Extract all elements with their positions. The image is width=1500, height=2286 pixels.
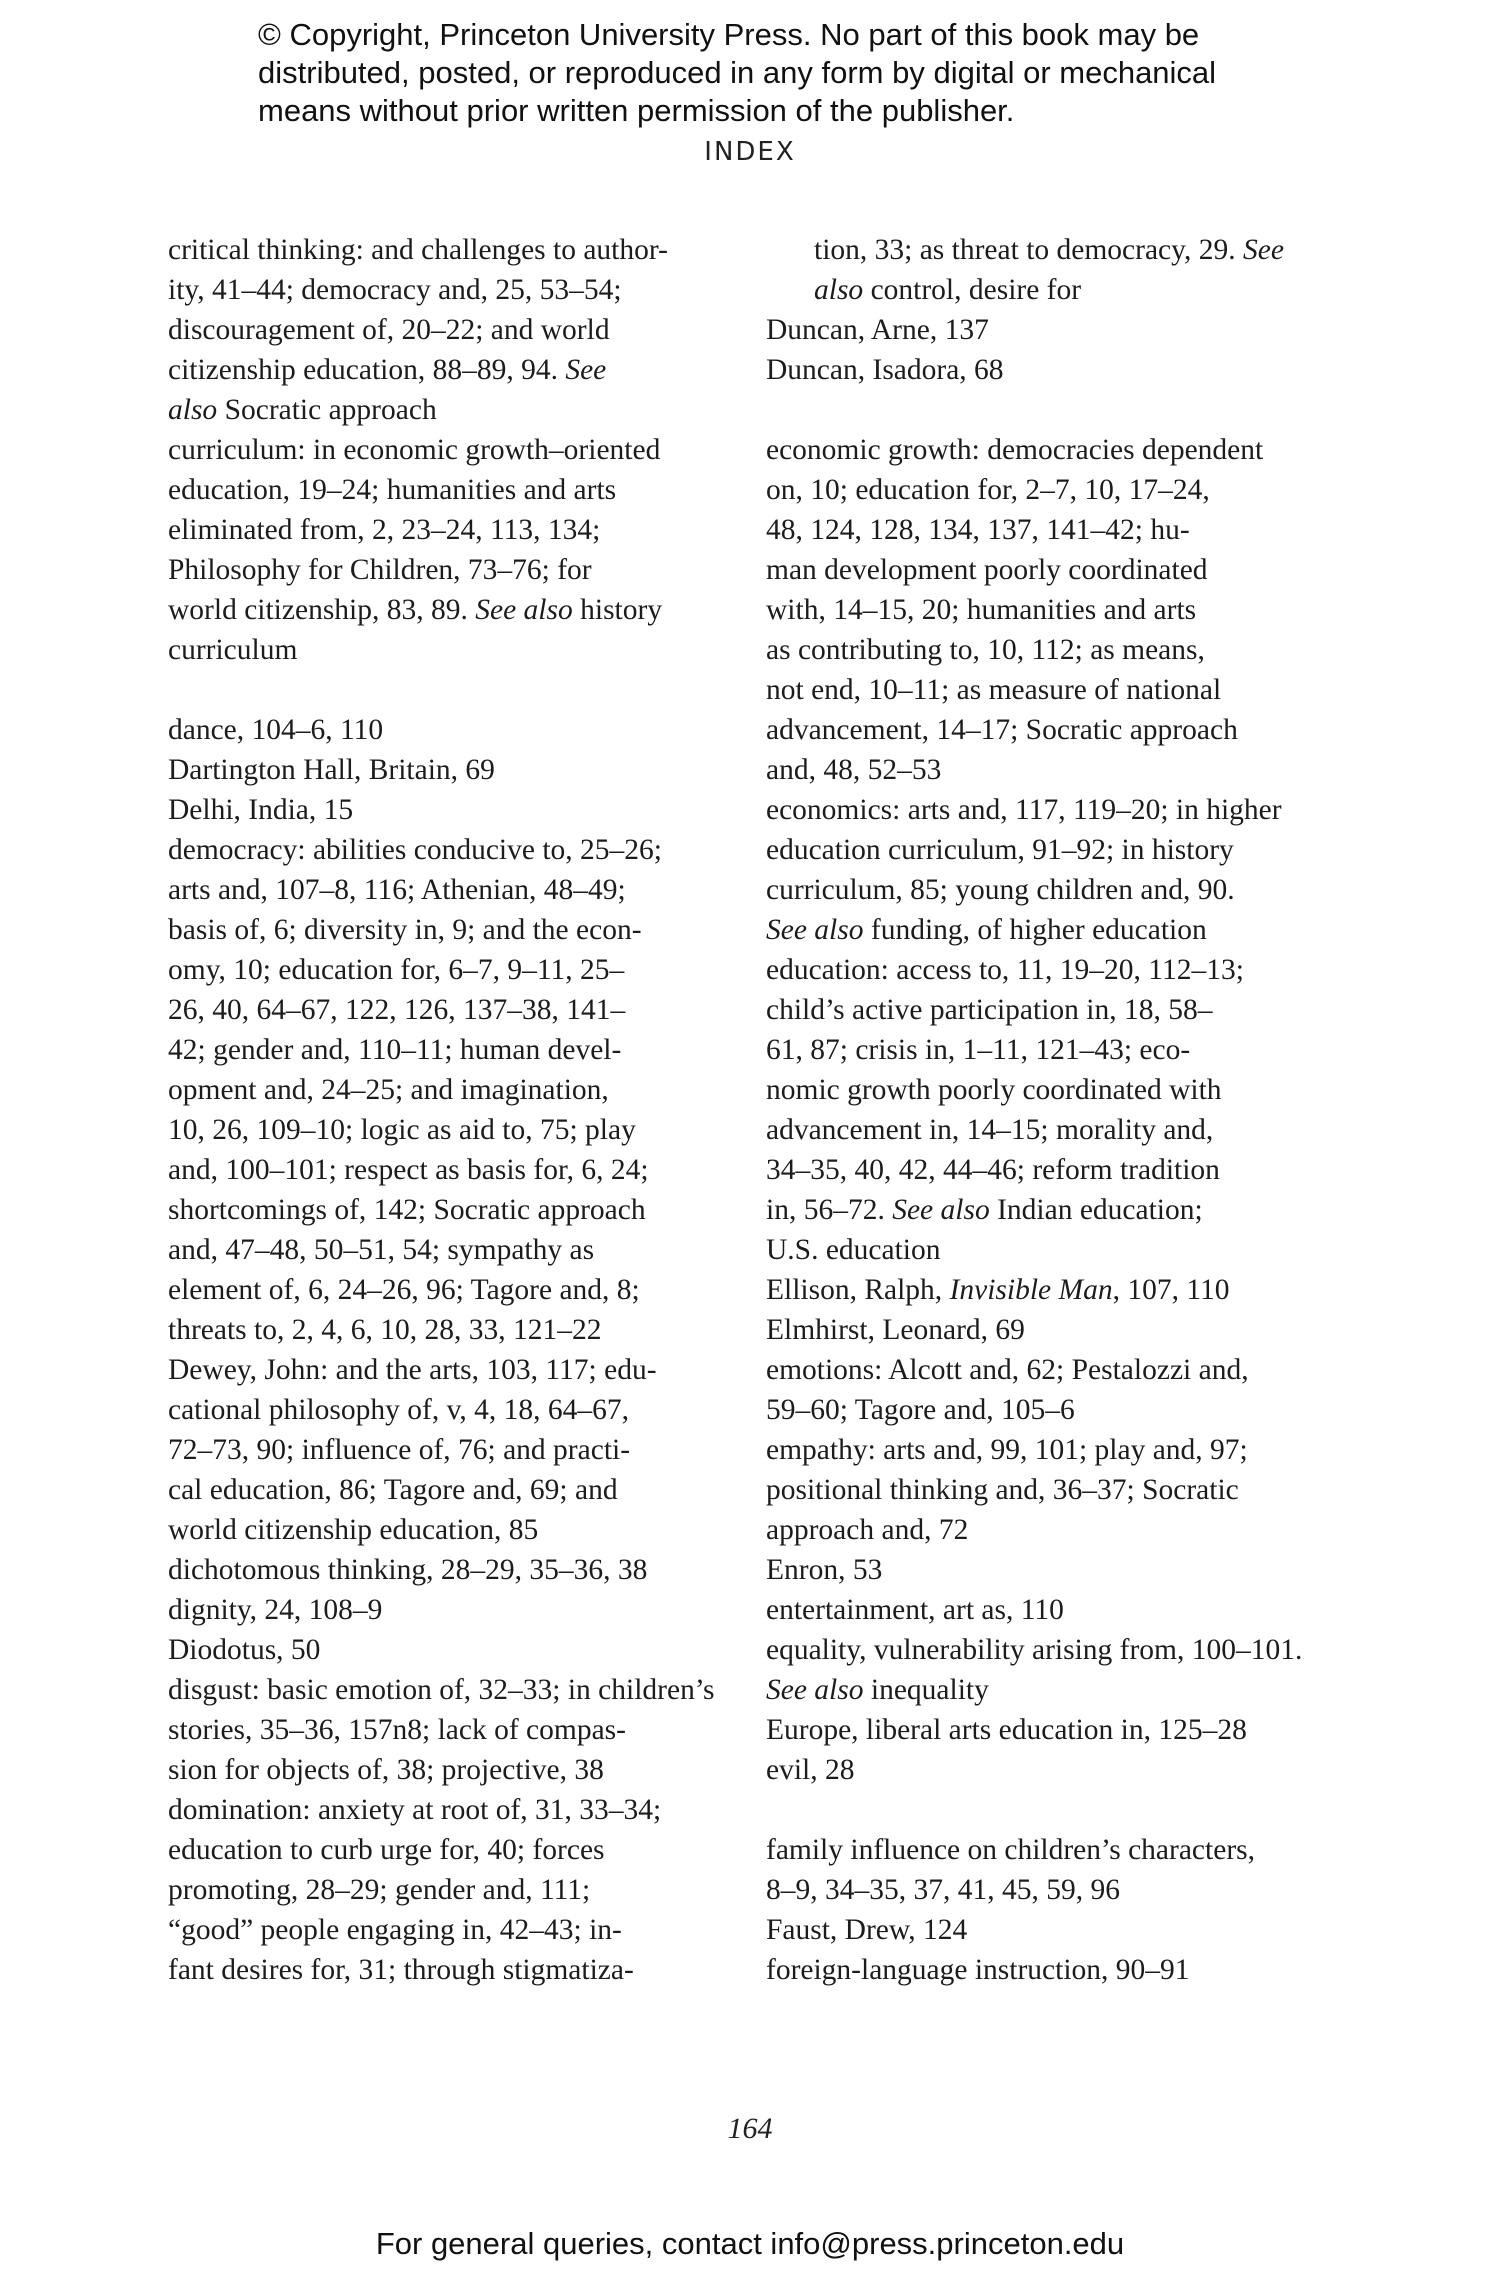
index-entry-line: also control, desire for — [814, 274, 1082, 306]
index-entry — [766, 1270, 1356, 1310]
index-entry-line: and, 100–101; respect as basis for, 6, 24; — [168, 1154, 649, 1186]
index-entry-line: and, 47–48, 50–51, 54; sympathy as — [168, 1234, 595, 1266]
index-entry-line: critical thinking: and challenges to author- — [168, 234, 668, 266]
index-entry-line: as contributing to, 10, 112; as means, — [766, 634, 1205, 666]
copyright-line: © Copyright, Princeton University Press. No part of this book may be — [258, 17, 1200, 52]
index-entry-line: element of, 6, 24–26, 96; Tagore and, 8; — [168, 1274, 640, 1306]
index-entry-line: advancement in, 14–15; morality and, — [766, 1114, 1214, 1146]
index-entry-line: Ellison, Ralph, Invisible Man, 107, 110 — [766, 1274, 1230, 1306]
index-entry-line: 26, 40, 64–67, 122, 126, 137–38, 141– — [168, 994, 626, 1026]
index-entry-line: 10, 26, 109–10; logic as aid to, 75; play — [168, 1114, 636, 1146]
index-entry-line: 72–73, 90; influence of, 76; and practi- — [168, 1434, 631, 1466]
index-entry-line: curriculum — [168, 634, 298, 666]
index-entry-line: Philosophy for Children, 73–76; for — [168, 554, 592, 586]
index-entry — [766, 1630, 1356, 1710]
index-entry — [168, 1630, 748, 1670]
index-entry — [168, 1590, 748, 1630]
index-entry-line: “good” people engaging in, 42–43; in- — [168, 1914, 622, 1946]
index-entry-line: tion, 33; as threat to democracy, 29. See — [814, 234, 1284, 266]
index-entry-line: shortcomings of, 142; Socratic approach — [168, 1194, 646, 1226]
index-entry-line: dance, 104–6, 110 — [168, 714, 384, 746]
index-entry-line: 42; gender and, 110–11; human devel- — [168, 1034, 622, 1066]
index-entry-line: economics: arts and, 117, 119–20; in higher — [766, 794, 1282, 826]
index-entry — [766, 430, 1356, 790]
index-entry-continued — [766, 230, 1356, 310]
index-entry-line: domination: anxiety at root of, 31, 33–34; — [168, 1794, 662, 1826]
index-entry-line: disgust: basic emotion of, 32–33; in children’s — [168, 1674, 715, 1706]
index-entry-line: evil, 28 — [766, 1754, 855, 1786]
index-entry-line: education, 19–24; humanities and arts — [168, 474, 617, 506]
index-entry — [766, 1550, 1356, 1590]
index-entry-line: 8–9, 34–35, 37, 41, 45, 59, 96 — [766, 1874, 1120, 1906]
index-entry — [766, 950, 1356, 1270]
index-entry — [168, 1670, 748, 1790]
index-column-right — [766, 230, 1356, 1990]
index-entry-line: equality, vulnerability arising from, 100–101. — [766, 1634, 1303, 1666]
index-entry — [168, 830, 748, 1350]
index-entry-line: cal education, 86; Tagore and, 69; and — [168, 1474, 618, 1506]
index-entry-line: 48, 124, 128, 134, 137, 141–42; hu- — [766, 514, 1190, 546]
index-entry — [766, 790, 1356, 950]
index-entry — [168, 790, 748, 830]
copyright-line: means without prior written permission of the publisher. — [258, 93, 1015, 128]
index-entry-line: education: access to, 11, 19–20, 112–13; — [766, 954, 1244, 986]
index-entry-line: also Socratic approach — [168, 394, 437, 426]
index-entry-line: dichotomous thinking, 28–29, 35–36, 38 — [168, 1554, 648, 1586]
index-entry-line: with, 14–15, 20; humanities and arts — [766, 594, 1197, 626]
copyright-notice — [258, 16, 1378, 130]
page-number: 164 — [727, 2112, 773, 2145]
index-entry-line: man development poorly coordinated — [766, 554, 1208, 586]
letter-group-spacer — [766, 1790, 1356, 1830]
index-entry — [766, 1350, 1356, 1430]
index-entry-line: citizenship education, 88–89, 94. See — [168, 354, 607, 386]
index-entry-line: omy, 10; education for, 6–7, 9–11, 25– — [168, 954, 625, 986]
index-column-left — [168, 230, 748, 1990]
index-entry-line: eliminated from, 2, 23–24, 113, 134; — [168, 514, 601, 546]
index-entry — [766, 1710, 1356, 1750]
index-entry — [168, 230, 748, 430]
index-entry-line: promoting, 28–29; gender and, 111; — [168, 1874, 591, 1906]
index-entry — [766, 350, 1356, 390]
index-entry — [766, 1310, 1356, 1350]
index-entry-line: opment and, 24–25; and imagination, — [168, 1074, 609, 1106]
index-entry-line: Diodotus, 50 — [168, 1634, 321, 1666]
index-entry-line: arts and, 107–8, 116; Athenian, 48–49; — [168, 874, 626, 906]
running-head: INDEX — [704, 137, 796, 167]
index-entry-line: discouragement of, 20–22; and world — [168, 314, 610, 346]
index-entry — [766, 1910, 1356, 1950]
index-entry-line: approach and, 72 — [766, 1514, 969, 1546]
index-entry-line: entertainment, art as, 110 — [766, 1594, 1064, 1626]
index-entry-line: education to curb urge for, 40; forces — [168, 1834, 605, 1866]
footer-contact: For general queries, contact info@press.princeton.edu — [375, 2226, 1125, 2261]
index-entry-line: nomic growth poorly coordinated with — [766, 1074, 1222, 1106]
index-entry-line: cational philosophy of, v, 4, 18, 64–67, — [168, 1394, 630, 1426]
index-entry-line: Dartington Hall, Britain, 69 — [168, 754, 495, 786]
index-entry — [168, 710, 748, 750]
index-entry-line: on, 10; education for, 2–7, 10, 17–24, — [766, 474, 1210, 506]
letter-group-spacer — [168, 670, 748, 710]
index-entry-line: sion for objects of, 38; projective, 38 — [168, 1754, 604, 1786]
index-entry-line: dignity, 24, 108–9 — [168, 1594, 383, 1626]
index-entry-line: and, 48, 52–53 — [766, 754, 942, 786]
index-entry — [168, 1790, 748, 1990]
index-entry-line: ity, 41–44; democracy and, 25, 53–54; — [168, 274, 622, 306]
index-entry-line: stories, 35–36, 157n8; lack of compas- — [168, 1714, 626, 1746]
index-entry-line: democracy: abilities conducive to, 25–26; — [168, 834, 662, 866]
index-entry-line: 34–35, 40, 42, 44–46; reform tradition — [766, 1154, 1220, 1186]
index-entry-line: threats to, 2, 4, 6, 10, 28, 33, 121–22 — [168, 1314, 602, 1346]
index-entry — [766, 1750, 1356, 1790]
index-entry-line: See also inequality — [766, 1674, 989, 1706]
index-entry — [168, 430, 748, 670]
index-entry — [168, 1350, 748, 1550]
index-entry-line: Elmhirst, Leonard, 69 — [766, 1314, 1025, 1346]
index-entry-line: foreign-language instruction, 90–91 — [766, 1954, 1190, 1986]
index-entry-line: advancement, 14–17; Socratic approach — [766, 714, 1238, 746]
index-entry-line: Europe, liberal arts education in, 125–28 — [766, 1714, 1247, 1746]
index-entry-line: economic growth: democracies dependent — [766, 434, 1264, 466]
index-entry — [168, 1550, 748, 1590]
index-entry-line: in, 56–72. See also Indian education; — [766, 1194, 1203, 1226]
index-entry-line: 59–60; Tagore and, 105–6 — [766, 1394, 1075, 1426]
index-entry-line: world citizenship education, 85 — [168, 1514, 539, 1546]
index-entry-line: See also funding, of higher education — [766, 914, 1207, 946]
copyright-line: distributed, posted, or reproduced in any form by digital or mechanical — [258, 55, 1217, 90]
index-entry-line: Delhi, India, 15 — [168, 794, 354, 826]
index-entry-line: curriculum, 85; young children and, 90. — [766, 874, 1235, 906]
index-entry — [766, 1830, 1356, 1910]
index-entry-line: world citizenship, 83, 89. See also history — [168, 594, 663, 626]
letter-group-spacer — [766, 390, 1356, 430]
index-entry-line: positional thinking and, 36–37; Socratic — [766, 1474, 1239, 1506]
index-entry-line: curriculum: in economic growth–oriented — [168, 434, 661, 466]
index-entry-line: emotions: Alcott and, 62; Pestalozzi and, — [766, 1354, 1249, 1386]
index-entry — [766, 1590, 1356, 1630]
index-entry-line: not end, 10–11; as measure of national — [766, 674, 1222, 706]
index-entry-line: 61, 87; crisis in, 1–11, 121–43; eco- — [766, 1034, 1191, 1066]
index-entry-line: basis of, 6; diversity in, 9; and the econ- — [168, 914, 642, 946]
index-entry-line: Faust, Drew, 124 — [766, 1914, 968, 1946]
index-entry-line: empathy: arts and, 99, 101; play and, 97; — [766, 1434, 1248, 1466]
index-entry-line: Duncan, Isadora, 68 — [766, 354, 1004, 386]
index-entry-line: U.S. education — [766, 1234, 941, 1266]
index-entry-line: Enron, 53 — [766, 1554, 883, 1586]
index-entry-line: child’s active participation in, 18, 58– — [766, 994, 1213, 1026]
index-entry-line: fant desires for, 31; through stigmatiza- — [168, 1954, 634, 1986]
index-entry — [168, 750, 748, 790]
index-entry-line: education curriculum, 91–92; in history — [766, 834, 1234, 866]
index-entry — [766, 310, 1356, 350]
index-entry-line: family influence on children’s characters, — [766, 1834, 1255, 1866]
index-entry — [766, 1430, 1356, 1550]
index-entry-line: Duncan, Arne, 137 — [766, 314, 989, 346]
index-entry — [766, 1950, 1356, 1990]
index-entry-line: Dewey, John: and the arts, 103, 117; edu- — [168, 1354, 657, 1386]
